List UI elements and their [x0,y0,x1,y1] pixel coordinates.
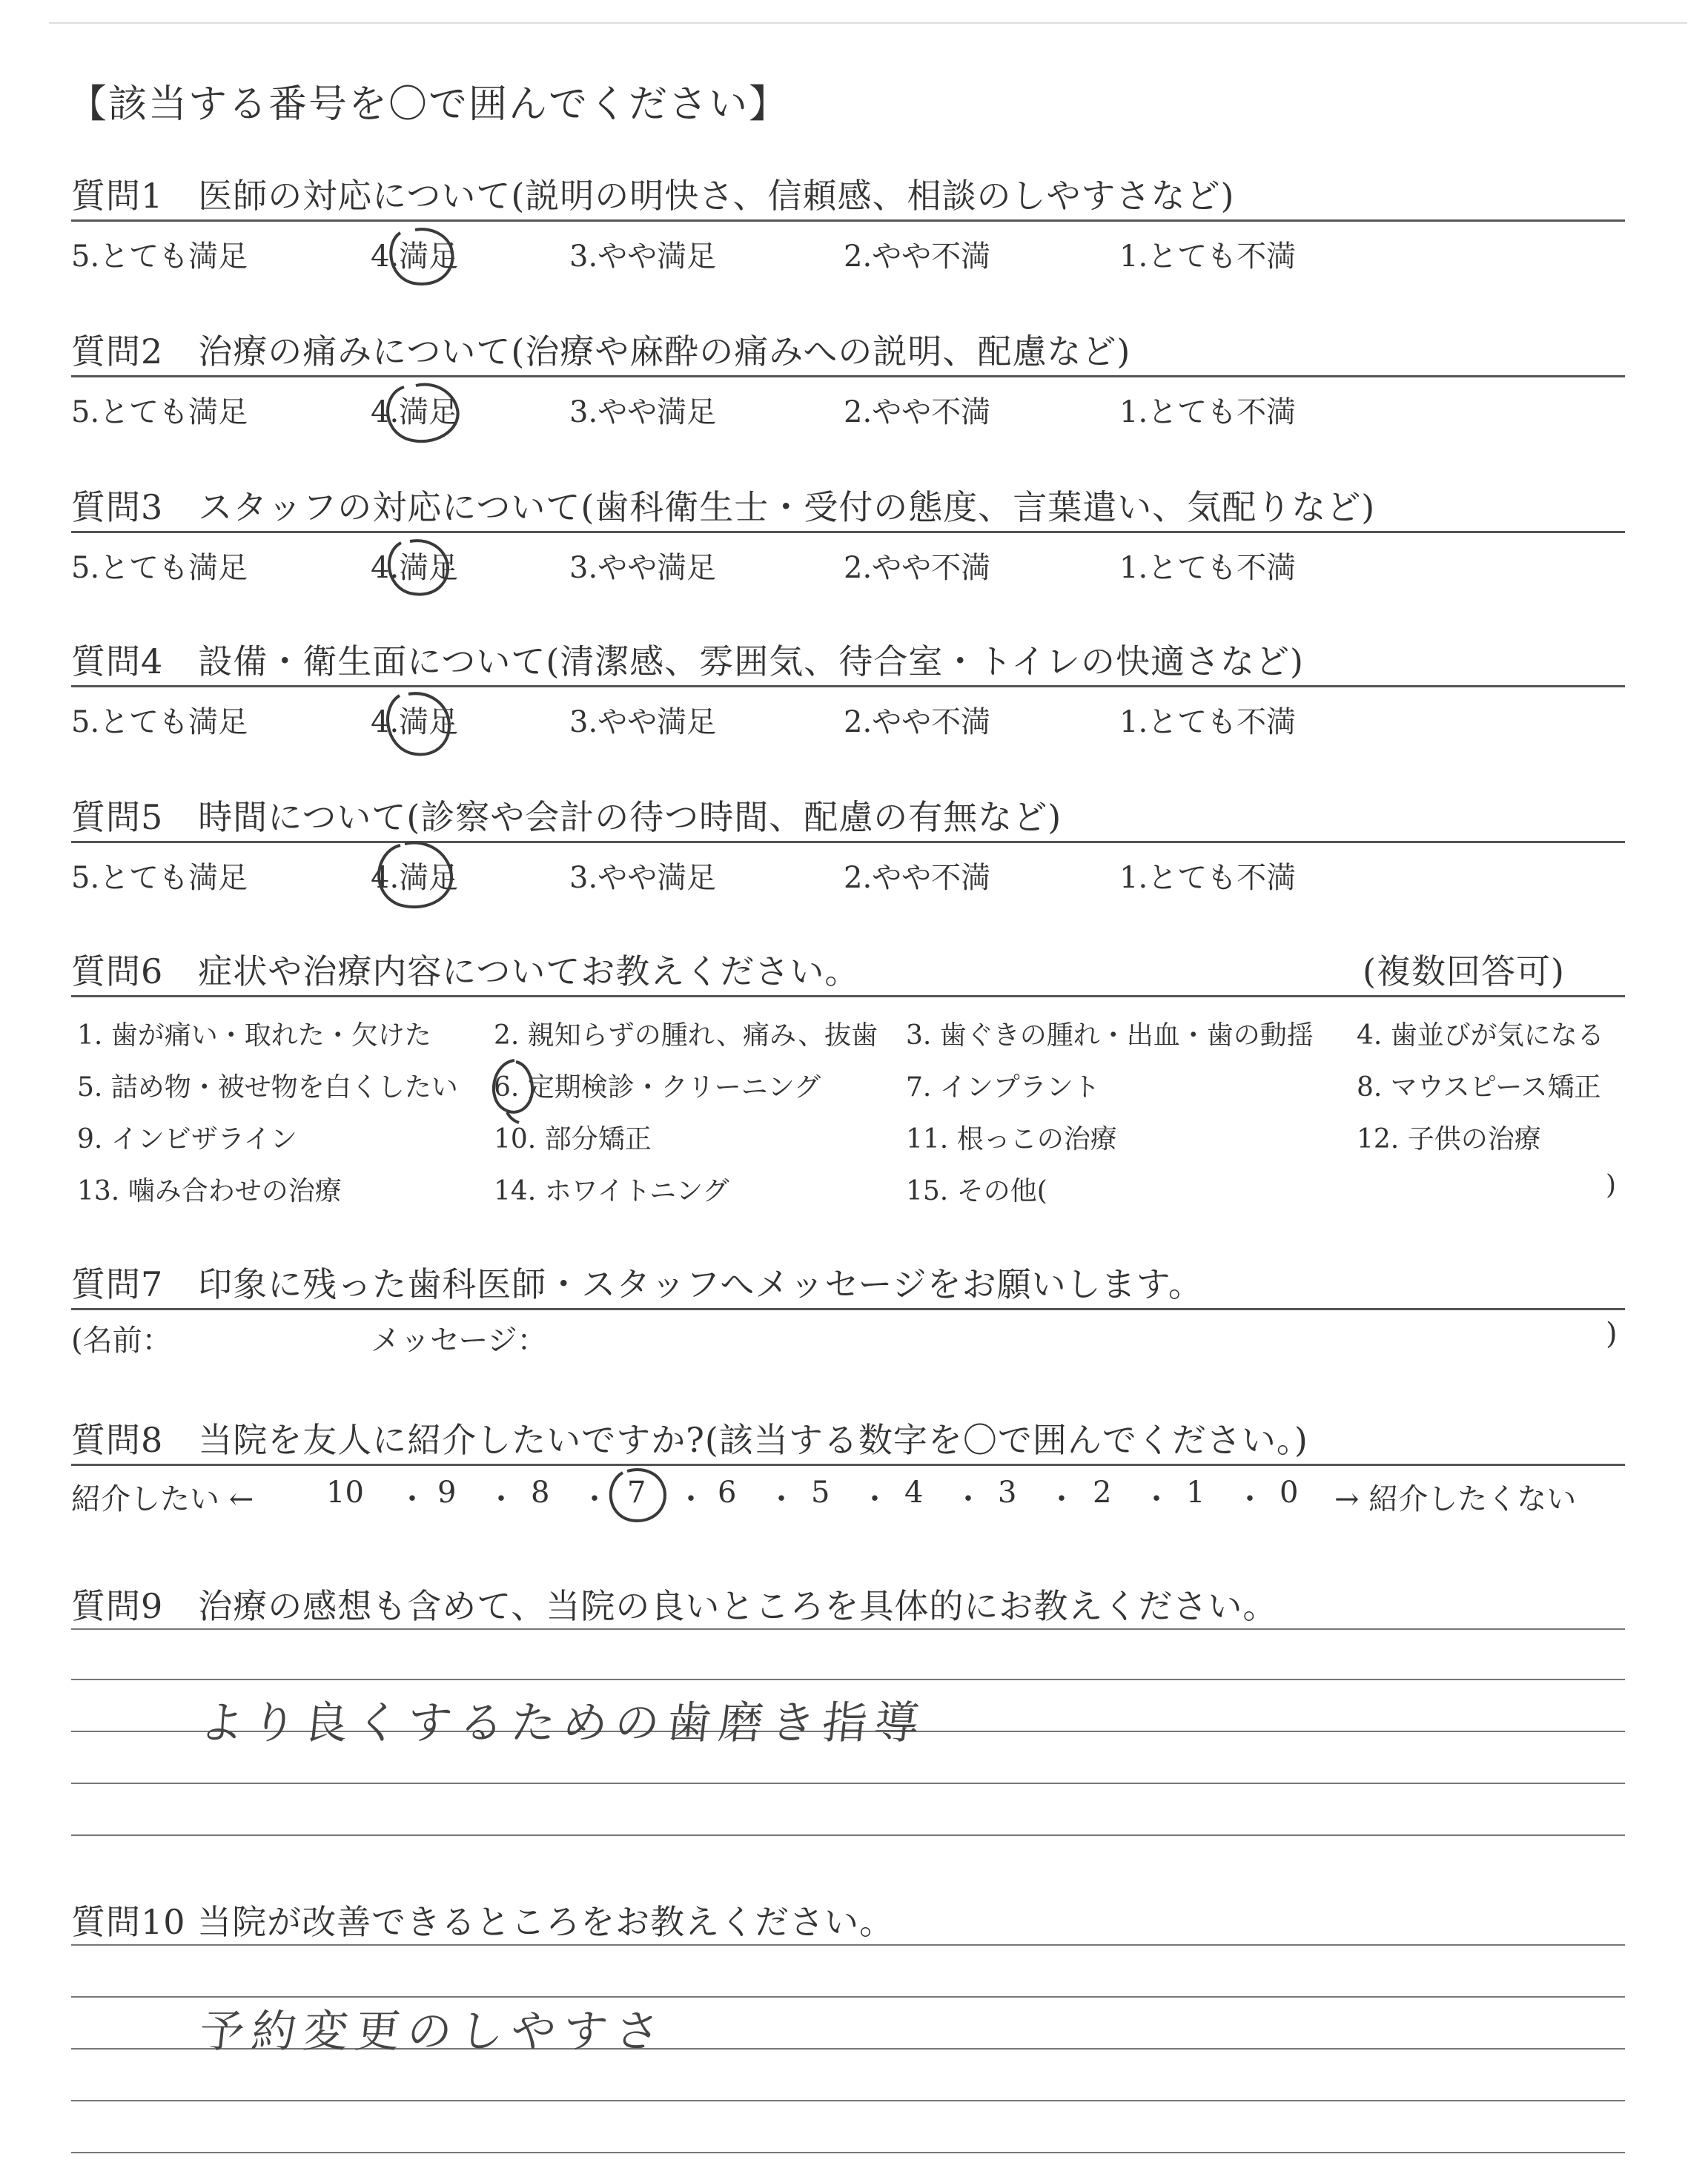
score-dot: ・ [1235,1482,1265,1516]
q1-option-5[interactable]: 5.とても満足 [71,240,248,274]
treatment-option[interactable]: 11. 根っこの治療 [906,1124,1117,1155]
score-dot: ・ [860,1482,890,1516]
q2-option-1[interactable]: 1.とても不満 [1119,395,1297,429]
q2-option-5[interactable]: 5.とても満足 [71,395,248,429]
q4-selected-circle [374,685,463,767]
answer-line [71,1628,1625,1630]
question-3-title: 質問3 スタッフの対応について(歯科衛生士・受付の態度、言葉遣い、気配りなど) [71,487,1376,527]
q8-score-9[interactable]: 9 [437,1476,457,1510]
question-2-rule [71,375,1625,377]
score-dot: ・ [676,1482,706,1516]
treatment-option[interactable]: 8. マウスピース矯正 [1357,1072,1601,1103]
question-5-rule [71,841,1625,843]
score-dot: ・ [953,1482,983,1516]
q8-right-label: → 紹介したくない [1334,1482,1577,1516]
q8-score-10[interactable]: 10 [326,1476,364,1510]
q6-selected-circle [482,1053,541,1127]
q10-handwritten-answer: 予約変更のしやすさ [196,2006,670,2058]
q3-option-2[interactable]: 2.やや不満 [844,551,991,585]
question-6-title: 質問6 症状や治療内容についてお教えください。 [71,951,860,991]
score-dot: ・ [1142,1482,1171,1516]
q5-option-5[interactable]: 5.とても満足 [71,861,248,895]
q8-score-3[interactable]: 3 [998,1476,1017,1510]
q5-option-3[interactable]: 3.やや満足 [569,861,717,895]
q3-selected-circle [374,531,463,605]
score-dot: ・ [580,1482,609,1516]
q2-option-3[interactable]: 3.やや満足 [569,395,717,429]
q3-option-5[interactable]: 5.とても満足 [71,551,248,585]
q5-option-2[interactable]: 2.やや不満 [844,861,991,895]
q8-score-8[interactable]: 8 [531,1476,550,1510]
question-3-rule [71,531,1625,533]
treatment-option[interactable]: 9. インビザライン [77,1124,297,1155]
q8-score-1[interactable]: 1 [1186,1476,1205,1510]
q3-option-4[interactable]: 4.満足 [371,551,459,585]
question-5-title: 質問5 時間について(診察や会計の待つ時間、配慮の有無など) [71,797,1062,837]
question-7-rule [71,1308,1625,1310]
score-dot: ・ [1047,1482,1076,1516]
q5-option-1[interactable]: 1.とても不満 [1119,861,1297,895]
q1-option-3[interactable]: 3.やや満足 [569,240,717,274]
treatment-option[interactable]: 4. 歯並びが気になる [1357,1020,1604,1051]
q8-score-5[interactable]: 5 [811,1476,830,1510]
q1-selected-circle [378,219,467,294]
q5-selected-circle [363,836,467,918]
q8-score-2[interactable]: 2 [1093,1476,1112,1510]
question-4-rule [71,685,1625,687]
score-dot: ・ [397,1482,427,1516]
q4-option-4[interactable]: 4.満足 [371,705,459,739]
q8-selected-circle [600,1462,675,1529]
q1-option-4[interactable]: 4.満足 [371,240,459,274]
question-6-note: (複数回答可) [1363,951,1565,991]
question-9-title: 質問9 治療の感想も含めて、当院の良いところを具体的にお教えください。 [71,1586,1278,1626]
q4-option-2[interactable]: 2.やや不満 [844,705,991,739]
answer-line [71,1944,1625,1946]
answer-line [71,2152,1625,2153]
treatment-option[interactable]: 2. 親知らずの腫れ、痛み、抜歯 [494,1020,878,1051]
score-dot: ・ [767,1482,796,1516]
q8-score-6[interactable]: 6 [718,1476,737,1510]
q1-option-2[interactable]: 2.やや不満 [844,240,991,274]
answer-line [71,2100,1625,2101]
question-8-rule [71,1464,1625,1466]
q5-option-4[interactable]: 4.満足 [371,861,459,895]
q7-close-paren: ) [1606,1317,1618,1351]
q9-handwritten-answer: より良くするための歯磨き指導 [196,1697,930,1749]
q7-name-label: (名前： [71,1324,172,1358]
q3-option-3[interactable]: 3.やや満足 [569,551,717,585]
q8-score-7[interactable]: 7 [627,1476,646,1510]
answer-line [71,1679,1625,1680]
q4-option-1[interactable]: 1.とても不満 [1119,705,1297,739]
treatment-option[interactable]: 1. 歯が痛い・取れた・欠けた [77,1020,431,1051]
question-6-rule [71,995,1625,997]
question-8-title: 質問8 当院を友人に紹介したいですか?(該当する数字を〇で囲んでください。) [71,1420,1308,1460]
top-border-line [49,22,1687,24]
question-1-title: 質問1 医師の対応について(説明の明快さ、信頼感、相談のしやすさなど) [71,176,1235,216]
q3-option-1[interactable]: 1.とても不満 [1119,551,1297,585]
q4-option-3[interactable]: 3.やや満足 [569,705,717,739]
q2-option-4[interactable]: 4.満足 [371,395,459,429]
page-title: 【該当する番号を〇で囲んでください】 [68,82,790,127]
treatment-option[interactable]: 7. インプラント [906,1072,1100,1103]
treatment-other-close: ) [1606,1170,1617,1200]
answer-line [71,1783,1625,1784]
treatment-option[interactable]: 14. ホワイトニング [494,1176,729,1206]
treatment-option[interactable]: 5. 詰め物・被せ物を白くしたい [77,1072,458,1103]
question-1-rule [71,219,1625,222]
answer-line [71,1834,1625,1836]
score-dot: ・ [486,1482,516,1516]
q4-option-5[interactable]: 5.とても満足 [71,705,248,739]
treatment-option[interactable]: 6. 定期検診・クリーニング [494,1072,821,1103]
treatment-option[interactable]: 15. その他( [906,1176,1047,1206]
q7-message-label: メッセージ： [371,1324,547,1358]
q8-left-label: 紹介したい ← [71,1482,254,1516]
q8-score-4[interactable]: 4 [904,1476,924,1510]
treatment-option[interactable]: 13. 噛み合わせの治療 [77,1176,342,1206]
question-7-title: 質問7 印象に残った歯科医師・スタッフへメッセージをお願いします。 [71,1264,1203,1304]
question-4-title: 質問4 設備・衛生面について(清潔感、雰囲気、待合室・トイレの快適さなど) [71,641,1304,681]
treatment-option[interactable]: 3. 歯ぐきの腫れ・出血・歯の動揺 [906,1020,1314,1051]
q2-selected-circle [374,377,471,451]
question-10-title: 質問10 当院が改善できるところをお教えください。 [71,1902,895,1942]
q2-option-2[interactable]: 2.やや不満 [844,395,991,429]
question-2-title: 質問2 治療の痛みについて(治療や麻酔の痛みへの説明、配慮など) [71,331,1131,371]
q8-score-0[interactable]: 0 [1280,1476,1299,1510]
treatment-option[interactable]: 10. 部分矯正 [494,1124,652,1155]
q1-option-1[interactable]: 1.とても不満 [1119,240,1297,274]
treatment-option[interactable]: 12. 子供の治療 [1357,1124,1541,1155]
